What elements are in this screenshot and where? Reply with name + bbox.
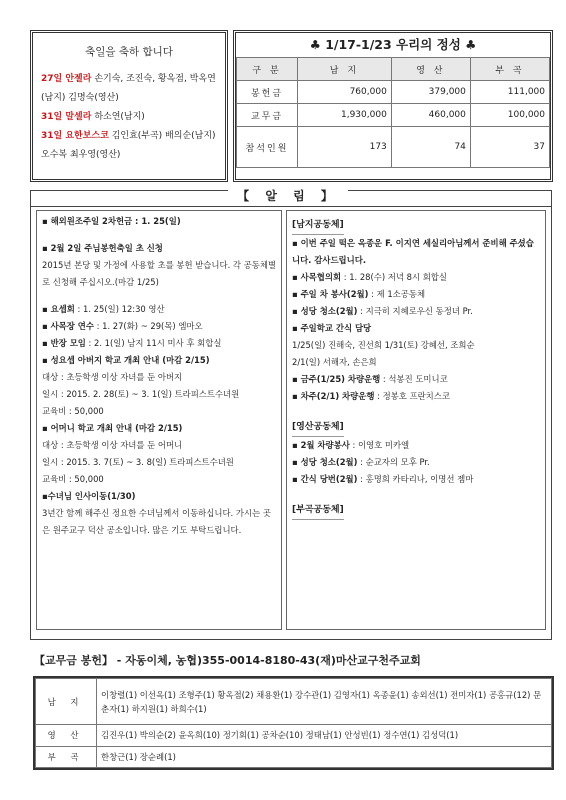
notice-line: 일시 : 2015. 3. 7(토) ~ 3. 8(일) 트라피스트수녀원 bbox=[42, 457, 234, 467]
notice-value: : 1. 25(일) 12:30 영산 bbox=[74, 304, 165, 314]
offering-cell: 111,000 bbox=[470, 81, 549, 104]
donor-row bbox=[36, 725, 552, 747]
donor-names: 김진우(1) 박의순(2) 윤옥희(10) 정기회(1) 공차순(10) 정태남(1) 안성빈(1) 정수연(1) 김성덕(1) bbox=[97, 725, 552, 747]
offering-cell: 1,930,000 bbox=[298, 104, 392, 127]
notice-value: : 2. 1(일) 남지 11시 미사 후 회합실 bbox=[85, 338, 222, 348]
notice-line bbox=[292, 454, 540, 471]
notice-line bbox=[42, 335, 276, 352]
offering-table bbox=[236, 57, 550, 168]
notice-value: : 1. 27(화) ~ 29(목) 엠마오 bbox=[93, 321, 203, 331]
feast-day-box bbox=[30, 30, 228, 182]
feast-date-saint: 31일 말셀라 bbox=[41, 112, 92, 122]
community-title-yeongsan: [영산공동체] bbox=[292, 419, 344, 437]
notice-line: 2/1(일) 서해자, 손은희 bbox=[292, 357, 377, 367]
notice-line bbox=[292, 303, 540, 320]
offering-cell: 37 bbox=[470, 127, 549, 168]
mission-title: 【교무금 봉헌】 bbox=[34, 654, 113, 667]
notice-value: : 이영호 미카엘 bbox=[349, 440, 410, 450]
notice-title: 【 알 림 】 bbox=[228, 188, 348, 205]
offering-header-cell: 부 곡 bbox=[470, 58, 549, 81]
feast-day-title: 축일을 축하 합니다 bbox=[85, 46, 173, 58]
offering-box bbox=[233, 30, 553, 182]
donor-box bbox=[33, 676, 554, 770]
offering-cell: 100,000 bbox=[470, 104, 549, 127]
notice-key: ▪ 성당 청소(2월) bbox=[292, 457, 358, 467]
donor-table bbox=[35, 678, 552, 768]
notice-value: : 석봉진 도미니코 bbox=[380, 374, 448, 384]
notice-line: 3년간 함께 해주신 정요한 수녀님께서 이동하십니다. 가시는 곳은 원주교구 덕산 공소입니다. 많은 기도 부탁드립니다. bbox=[42, 508, 271, 535]
offering-header-cell: 구 분 bbox=[237, 58, 298, 81]
notice-line: 2015년 본당 및 가정에 사용할 초를 봉헌 받습니다. 각 공동체별로 신청해 주십시오.(마감 1/25) bbox=[42, 260, 277, 287]
feast-date-saint: 31일 요한보스코 bbox=[41, 131, 109, 141]
offering-header-cell: 남 지 bbox=[298, 58, 392, 81]
feast-entry bbox=[41, 108, 217, 127]
notice-line bbox=[42, 318, 276, 335]
notice-line: 일시 : 2015. 2. 28(토) ~ 3. 1(일) 트라피스트수녀원 bbox=[42, 389, 240, 399]
feast-names: 손기숙, 조진숙, 황옥점, 박옥연 (남지) 김명숙(영산) bbox=[41, 74, 216, 103]
offering-row-label: 참석인원 bbox=[237, 127, 298, 168]
notice-value: : 1. 28(수) 저녁 8시 회합실 bbox=[341, 272, 447, 282]
donor-names: 이창렬(1) 이선옥(1) 조형주(1) 황옥점(2) 채용환(1) 강수관(1) 김영자(1) 옥종윤(1) 송외선(1) 전미자(1) 공홍규(12) 문춘자(1) 하지원(1) 하희수(1) bbox=[97, 679, 552, 725]
notice-line bbox=[292, 269, 540, 286]
offering-header-cell: 영 산 bbox=[391, 58, 470, 81]
feast-entry bbox=[41, 70, 217, 108]
offering-cell: 173 bbox=[298, 127, 392, 168]
offering-row bbox=[237, 81, 550, 104]
community-title-bugok: [부곡공동체] bbox=[292, 502, 344, 520]
notice-line: ▪ 2월 2일 주님봉헌축일 초 신청 bbox=[42, 243, 163, 253]
notice-key: ▪ 차주(2/1) 차량운행 bbox=[292, 391, 375, 401]
notice-line bbox=[292, 437, 540, 454]
notice-value: : 제 1소공동체 bbox=[368, 289, 426, 299]
mission-offering-line bbox=[34, 652, 554, 668]
notice-key: ▪ 주일 차 봉사(2월) bbox=[292, 289, 369, 299]
notice-key: ▪ 금주(1/25) 차량운행 bbox=[292, 374, 381, 384]
notice-value: : 정봉호 프란치스코 bbox=[374, 391, 450, 401]
offering-cell: 379,000 bbox=[391, 81, 470, 104]
notice-value: : 지극히 지혜로우신 동정녀 Pr. bbox=[357, 306, 473, 316]
offering-cell: 760,000 bbox=[298, 81, 392, 104]
community-title-namji: [남지공동체] bbox=[292, 217, 344, 235]
offering-header-row bbox=[237, 58, 550, 81]
notice-line: 교육비 : 50,000 bbox=[42, 474, 104, 484]
notice-key: ▪ 반장 모임 bbox=[42, 338, 86, 348]
mission-text: - 자동이체, 농협)355-0014-8180-43(재)마산교구천주교회 bbox=[112, 654, 421, 667]
notice-right-column bbox=[286, 210, 546, 630]
offering-cell: 460,000 bbox=[391, 104, 470, 127]
notice-divider bbox=[30, 206, 552, 207]
offering-cell: 74 bbox=[391, 127, 470, 168]
feast-date-saint: 27일 안젤라 bbox=[41, 74, 92, 84]
offering-row bbox=[237, 127, 550, 168]
notice-key: ▪ 요셉회 bbox=[42, 304, 75, 314]
notice-line: 대상 : 초등학생 이상 자녀를 둔 어머니 bbox=[42, 440, 183, 450]
notice-line: ▪수녀님 인사이동(1/30) bbox=[42, 491, 136, 501]
notice-line: ▪ 주일학교 간식 담당 bbox=[292, 323, 372, 333]
notice-line bbox=[292, 371, 540, 388]
donor-row bbox=[36, 746, 552, 768]
notice-key: ▪ 사목장 연수 bbox=[42, 321, 94, 331]
notice-line bbox=[292, 471, 540, 488]
notice-line: ▪ 이번 주일 떡은 옥종운 F. 이지연 세실리아님께서 준비해 주셨습니다. 감사드립니다. bbox=[292, 238, 534, 265]
donor-label: 남 지 bbox=[36, 679, 97, 725]
feast-names: 김인효(부곡) 배의순(남지) 오수복 최우영(영산) bbox=[41, 131, 216, 160]
notice-key: ▪ 사목협의회 bbox=[292, 272, 342, 282]
notice-key: ▪ 간식 당번(2월) bbox=[292, 474, 358, 484]
offering-row-label: 교무금 bbox=[237, 104, 298, 127]
notice-line: 교육비 : 50,000 bbox=[42, 406, 104, 416]
notice-line: 1/25(일) 진해숙, 진선희 1/31(토) 강혜선, 조희순 bbox=[292, 340, 475, 350]
feast-names: 하소연(남지) bbox=[94, 112, 145, 122]
notice-line bbox=[292, 388, 540, 405]
offering-row bbox=[237, 104, 550, 127]
notice-key: ▪ 성당 청소(2월) bbox=[292, 306, 358, 316]
notice-value: : 순교자의 모후 Pr. bbox=[357, 457, 430, 467]
donor-names: 한창근(1) 장순례(1) bbox=[97, 746, 552, 768]
notice-value: : 홍명희 카타리나, 이명선 젬마 bbox=[357, 474, 474, 484]
notice-key: ▪ 2월 차량봉사 bbox=[292, 440, 350, 450]
notice-line bbox=[292, 286, 540, 303]
notice-line: ▪ 해외원조주일 2차헌금 : 1. 25(일) bbox=[42, 216, 181, 226]
offering-title: ♣ 1/17-1/23 우리의 정성 ♣ bbox=[309, 37, 477, 52]
notice-line: 대상 : 초등학생 이상 자녀를 둔 아버지 bbox=[42, 372, 183, 382]
donor-label: 부 곡 bbox=[36, 746, 97, 768]
offering-row-label: 봉헌금 bbox=[237, 81, 298, 104]
donor-label: 영 산 bbox=[36, 725, 97, 747]
notice-left-column bbox=[36, 210, 282, 630]
notice-line bbox=[42, 301, 276, 318]
notice-line: ▪ 성요셉 아버지 학교 개최 안내 (마감 2/15) bbox=[42, 355, 210, 365]
notice-line: ▪ 어머니 학교 개최 안내 (마감 2/15) bbox=[42, 423, 183, 433]
donor-row bbox=[36, 679, 552, 725]
feast-entry bbox=[41, 127, 217, 165]
